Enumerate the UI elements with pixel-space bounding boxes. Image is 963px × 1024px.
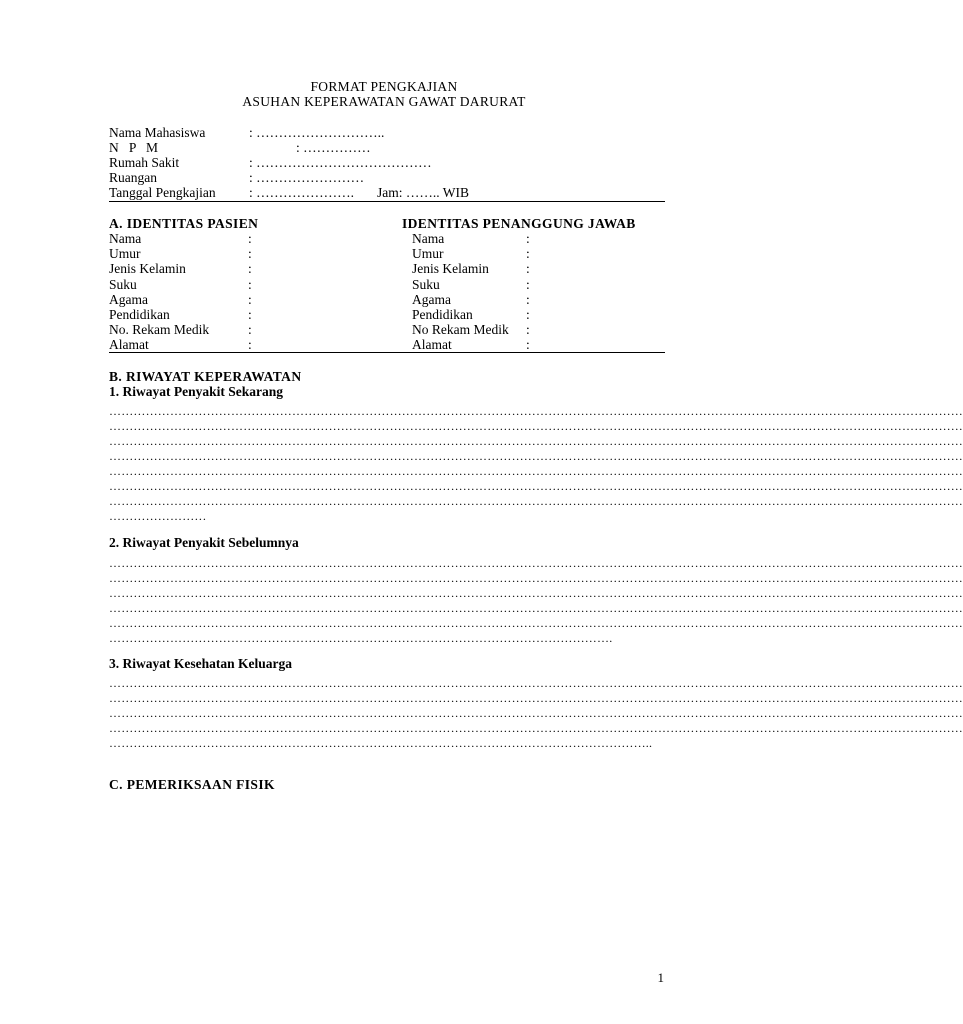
- divider-1: [109, 201, 665, 202]
- guardian-field-colon: :: [526, 337, 530, 353]
- room-label: Ruangan: [109, 170, 157, 185]
- hospital-label: Rumah Sakit: [109, 155, 180, 170]
- current-illness-line[interactable]: …………………………………………………………………………………………………………………………………………………………………………………………: [109, 479, 963, 493]
- current-illness-line[interactable]: …………………………………………………………………………………………………………………………………………………………………………………………: [109, 434, 963, 448]
- patient-field-label: Agama: [109, 291, 148, 307]
- patient-field-colon: :: [248, 246, 252, 262]
- current-illness-line[interactable]: …………………………………………………………………………………………………………………………………………………………………………………………: [109, 464, 963, 478]
- guardian-identity-heading: IDENTITAS PENANGGUNG JAWAB: [402, 216, 636, 231]
- guardian-field-colon: :: [526, 291, 530, 307]
- npm-label: N P M: [109, 140, 159, 155]
- patient-field-label: Suku: [109, 276, 137, 292]
- family-health-line[interactable]: …………………………………………………………………………………………………………………………………………………………………………………………: [109, 706, 963, 720]
- past-illness-line[interactable]: …………………………………………………………………………………………………………………………………………………………………………………………: [109, 571, 963, 585]
- current-illness-heading: 1. Riwayat Penyakit Sekarang: [109, 384, 284, 399]
- patient-field-colon: :: [248, 276, 252, 292]
- family-health-line[interactable]: …………………………………………………………………………………………………………………………………………………………………………………………: [109, 721, 963, 735]
- guardian-field-label: Suku: [412, 276, 440, 292]
- family-health-line-end[interactable]: ……………………………………………………………………………………………………………………..: [109, 736, 653, 750]
- guardian-field-label: Nama: [412, 231, 445, 246]
- current-illness-line[interactable]: …………………………………………………………………………………………………………………………………………………………………………………………: [109, 404, 963, 418]
- patient-field-colon: :: [248, 307, 252, 322]
- guardian-field-colon: :: [526, 246, 530, 262]
- patient-field-colon: :: [248, 261, 252, 277]
- family-health-line[interactable]: …………………………………………………………………………………………………………………………………………………………………………………………: [109, 676, 963, 690]
- room-field[interactable]: : ……………………: [249, 170, 365, 185]
- patient-field-colon: :: [248, 337, 252, 353]
- student-name-label: Nama Mahasiswa: [109, 125, 206, 140]
- guardian-field-label: Pendidikan: [412, 307, 473, 322]
- past-illness-line[interactable]: …………………………………………………………………………………………………………………………………………………………………………………………: [109, 601, 963, 615]
- guardian-field-label: Alamat: [412, 337, 452, 353]
- past-illness-heading: 2. Riwayat Penyakit Sebelumnya: [109, 535, 299, 550]
- guardian-field-colon: :: [526, 231, 530, 246]
- guardian-field-colon: :: [526, 307, 530, 322]
- page-number: 1: [657, 970, 664, 985]
- patient-field-label: Pendidikan: [109, 307, 170, 322]
- past-illness-line[interactable]: …………………………………………………………………………………………………………………………………………………………………………………………: [109, 616, 963, 630]
- current-illness-line[interactable]: …………………………………………………………………………………………………………………………………………………………………………………………: [109, 494, 963, 508]
- current-illness-line[interactable]: …………………………………………………………………………………………………………………………………………………………………………………………: [109, 449, 963, 463]
- title-line-1: FORMAT PENGKAJIAN: [310, 79, 458, 94]
- npm-field[interactable]: : ……………: [296, 140, 371, 155]
- guardian-field-label: Umur: [412, 246, 444, 262]
- physical-exam-heading: C. PEMERIKSAAN FISIK: [109, 777, 275, 792]
- patient-field-colon: :: [248, 322, 252, 338]
- guardian-field-colon: :: [526, 276, 530, 292]
- guardian-field-colon: :: [526, 322, 530, 338]
- patient-field-label: Nama: [109, 231, 142, 246]
- past-illness-line-end[interactable]: …………………………………………………………………………………………………………….: [109, 631, 613, 645]
- title-line-2: ASUHAN KEPERAWATAN GAWAT DARURAT: [242, 94, 526, 109]
- guardian-field-label: Agama: [412, 291, 451, 307]
- nursing-history-heading: B. RIWAYAT KEPERAWATAN: [109, 369, 302, 384]
- hospital-field[interactable]: : …………………………………: [249, 155, 432, 170]
- patient-field-label: Jenis Kelamin: [109, 261, 186, 277]
- past-illness-line[interactable]: …………………………………………………………………………………………………………………………………………………………………………………………: [109, 586, 963, 600]
- time-field[interactable]: Jam: …….. WIB: [377, 185, 469, 200]
- assessment-date-label: Tanggal Pengkajian: [109, 185, 216, 200]
- patient-identity-heading: A. IDENTITAS PASIEN: [109, 216, 259, 231]
- family-health-line[interactable]: …………………………………………………………………………………………………………………………………………………………………………………………: [109, 691, 963, 705]
- patient-field-label: Alamat: [109, 337, 149, 353]
- family-health-heading: 3. Riwayat Kesehatan Keluarga: [109, 656, 292, 671]
- assessment-date-field[interactable]: : ………………….: [249, 185, 355, 200]
- patient-field-colon: :: [248, 291, 252, 307]
- guardian-field-label: No Rekam Medik: [412, 322, 509, 338]
- current-illness-line[interactable]: …………………………………………………………………………………………………………………………………………………………………………………………: [109, 419, 963, 433]
- guardian-field-colon: :: [526, 261, 530, 277]
- divider-2: [109, 352, 665, 353]
- student-name-field[interactable]: : ………………………..: [249, 125, 385, 140]
- past-illness-line[interactable]: …………………………………………………………………………………………………………………………………………………………………………………………: [109, 556, 963, 570]
- patient-field-label: Umur: [109, 246, 141, 262]
- current-illness-line-end[interactable]: ……………………: [109, 509, 207, 523]
- guardian-field-label: Jenis Kelamin: [412, 261, 489, 277]
- patient-field-colon: :: [248, 231, 252, 246]
- patient-field-label: No. Rekam Medik: [109, 322, 210, 338]
